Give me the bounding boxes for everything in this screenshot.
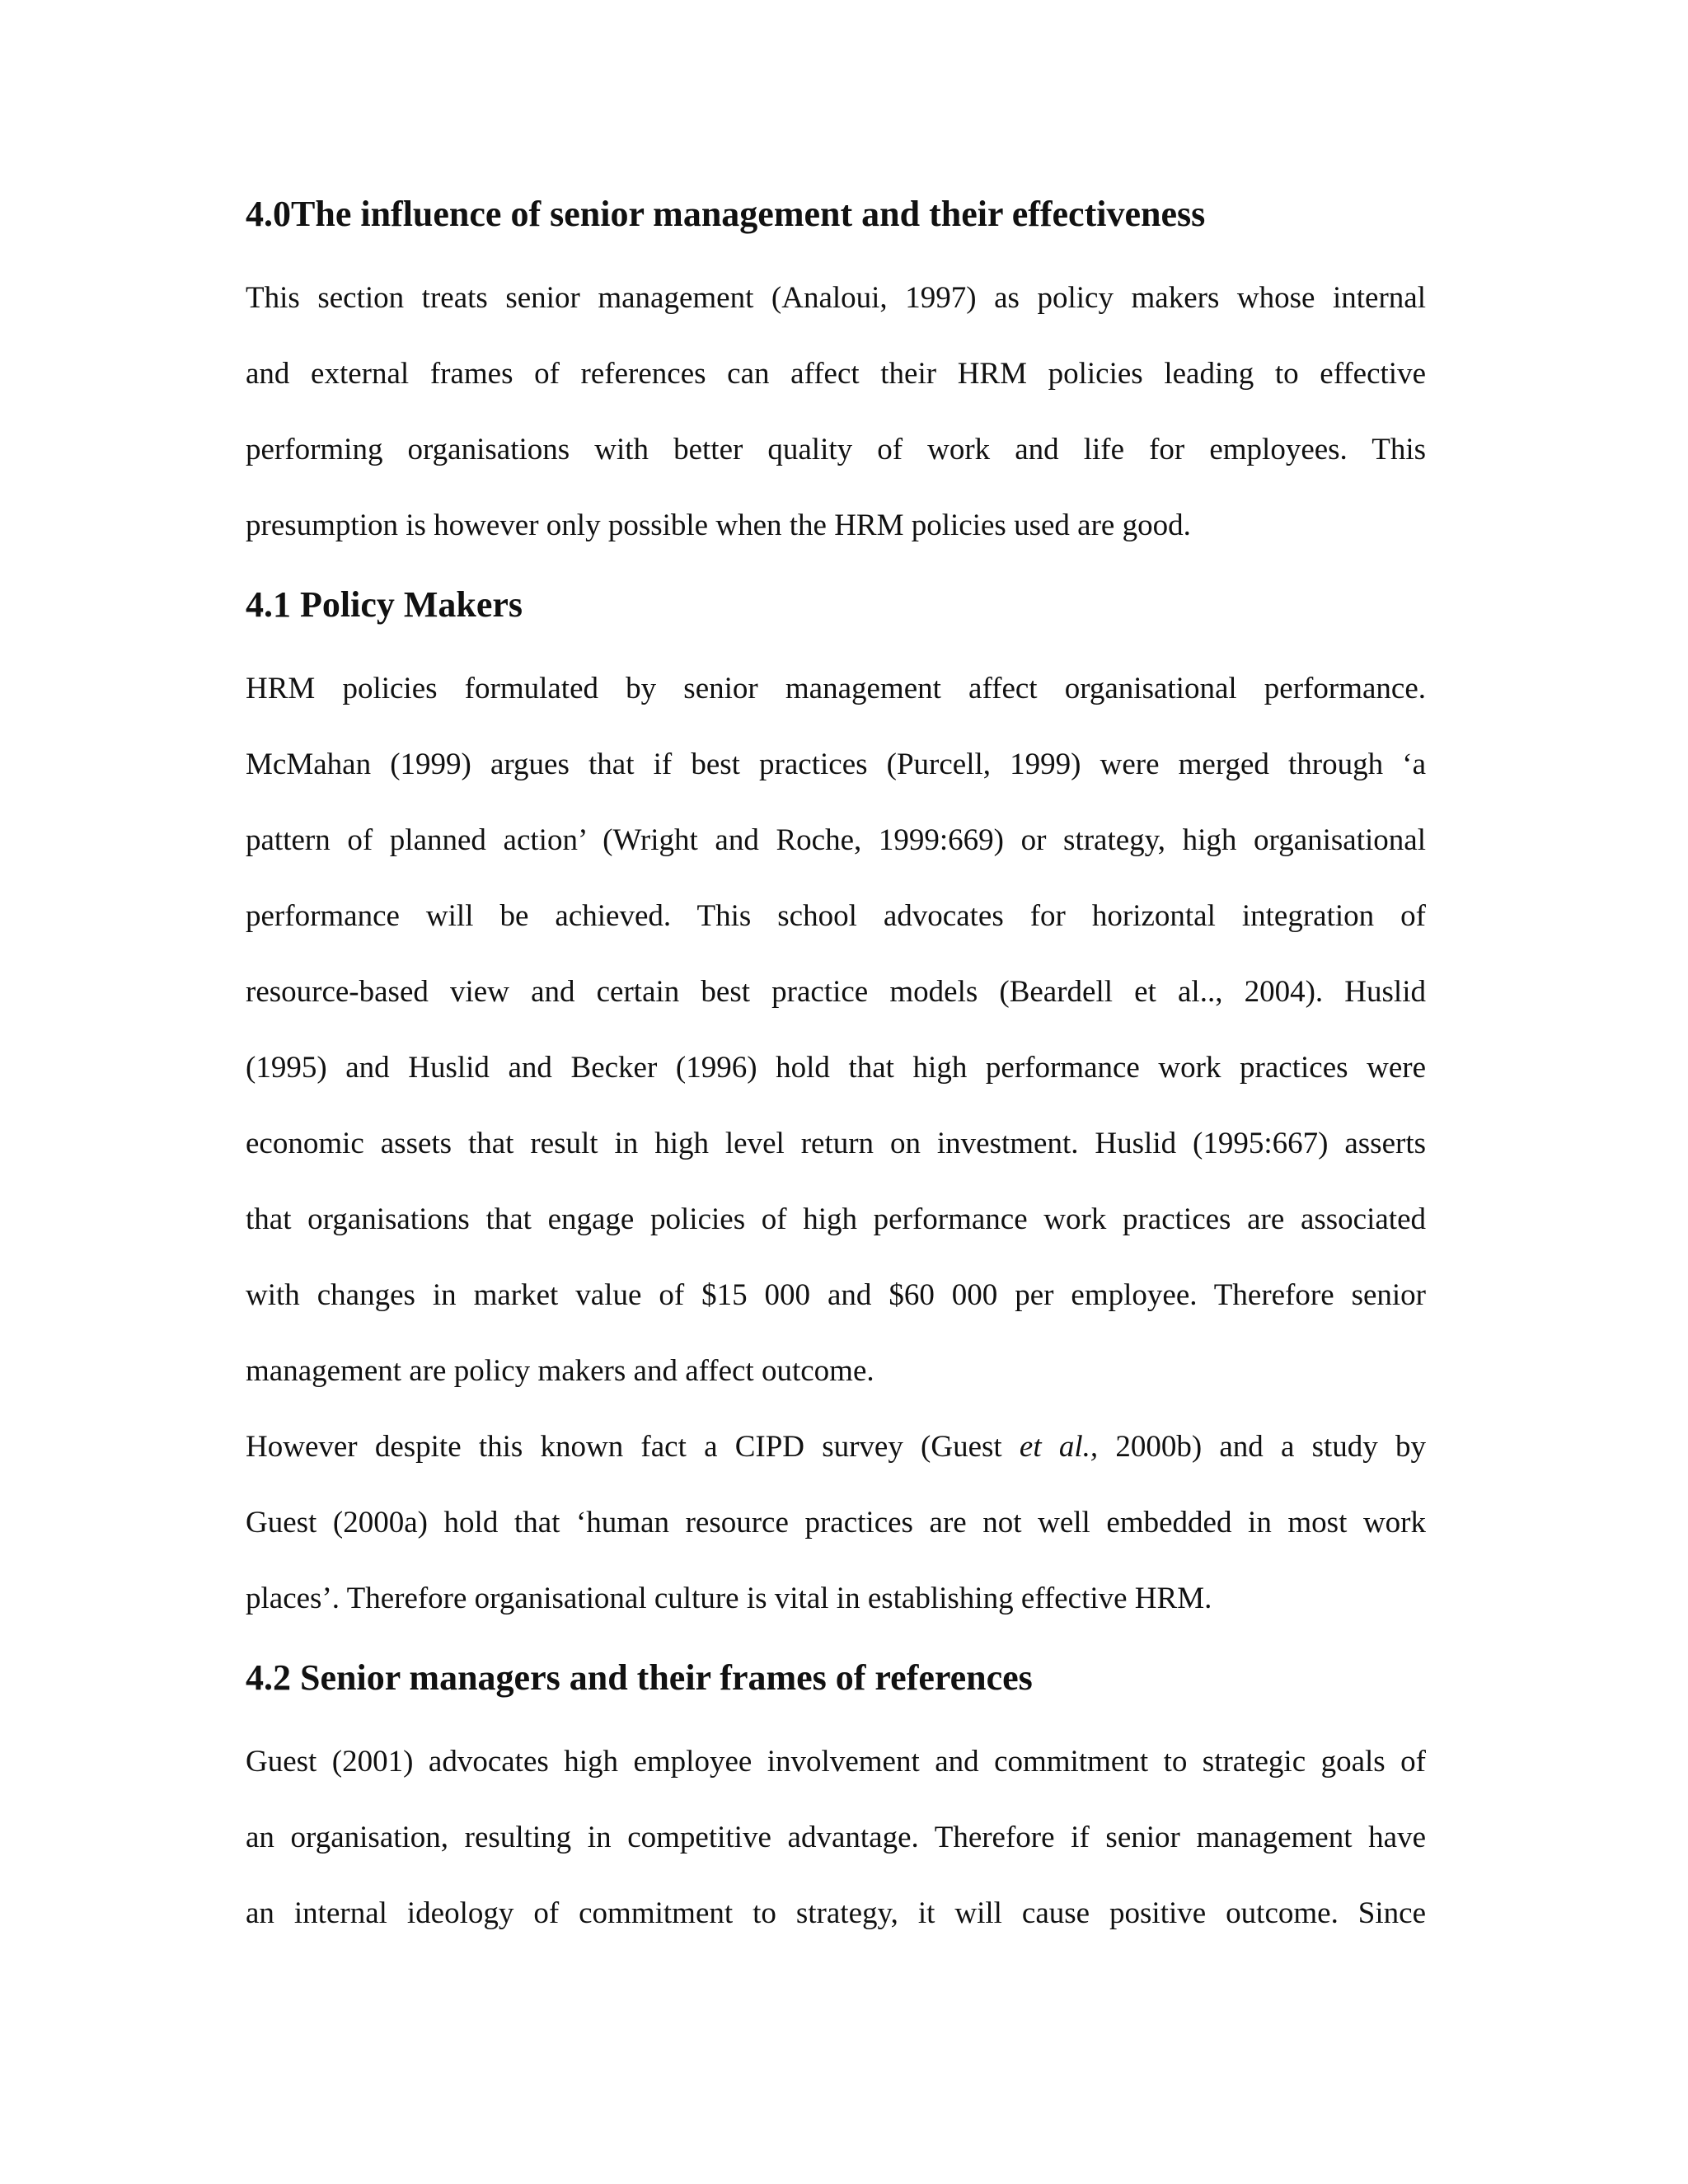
paragraph-cipd-survey — [246, 1409, 1426, 1637]
paragraph-policy-makers — [246, 651, 1426, 1409]
text-line: McMahan (1999) argues that if best practices (Purcell, 1999) were merged through ‘a — [246, 748, 1426, 781]
text-line: Guest (2000a) hold that ‘human resource practices are not well embedded in most work — [246, 1506, 1426, 1540]
text-line: This section treats senior management (Analoui, 1997) as policy makers whose internal — [246, 281, 1426, 315]
text-line: (1995) and Huslid and Becker (1996) hold that high performance work practices were — [246, 1051, 1426, 1085]
section-heading-4-2: 4.2 Senior managers and their frames of references — [246, 1657, 1033, 1698]
text-line: an organisation, resulting in competitive advantage. Therefore if senior management have — [246, 1821, 1426, 1854]
text-segment: However despite this known fact a CIPD survey (Guest — [246, 1430, 1020, 1464]
text-line: places’. Therefore organisational culture is vital in establishing effective HRM. — [246, 1582, 1212, 1615]
text-line: an internal ideology of commitment to strategy, it will cause positive outcome. Since — [246, 1896, 1426, 1930]
text-line: and external frames of references can affect their HRM policies leading to effective — [246, 357, 1426, 391]
text-line: resource-based view and certain best practice models (Beardell et al.., 2004). Huslid — [246, 975, 1426, 1009]
text-line: economic assets that result in high level return on investment. Huslid (1995:667) asserts — [246, 1127, 1426, 1160]
document-page — [246, 190, 1426, 1952]
text-line: performance will be achieved. This school advocates for horizontal integration of — [246, 899, 1426, 933]
text-line: management are policy makers and affect outcome. — [246, 1354, 874, 1388]
text-line: performing organisations with better quality of work and life for employees. This — [246, 433, 1426, 466]
text-line: HRM policies formulated by senior management affect organisational performance. — [246, 672, 1426, 705]
text-line: pattern of planned action’ (Wright and Roche, 1999:669) or strategy, high organisational — [246, 823, 1426, 857]
paragraph-frames-of-reference — [246, 1724, 1426, 1952]
text-line: that organisations that engage policies of high performance work practices are associated — [246, 1202, 1426, 1236]
text-line — [246, 1409, 1426, 1485]
text-line: presumption is however only possible when the HRM policies used are good. — [246, 509, 1191, 542]
text-line: Guest (2001) advocates high employee involvement and commitment to strategic goals of — [246, 1745, 1426, 1779]
section-heading-4-1: 4.1 Policy Makers — [246, 584, 523, 625]
text-line: with changes in market value of $15 000 and $60 000 per employee. Therefore senior — [246, 1278, 1426, 1312]
section-heading-4-0: 4.0The influence of senior management and their effectiveness — [246, 194, 1206, 234]
paragraph-intro — [246, 260, 1426, 564]
italic-citation: et al., — [1019, 1430, 1099, 1464]
text-segment: 2000b) and a study by — [1098, 1430, 1426, 1464]
